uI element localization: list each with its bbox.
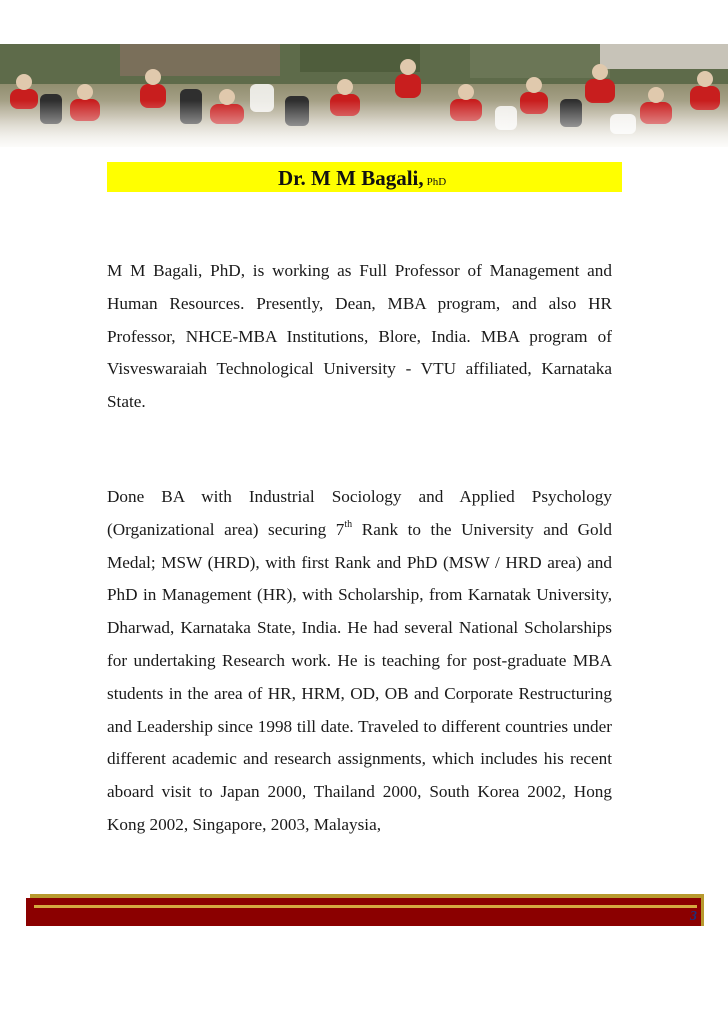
footer-accent-line	[34, 905, 697, 908]
header-photo-fade	[0, 44, 728, 147]
rank-superscript: th	[344, 518, 353, 530]
page-number: 3	[690, 909, 697, 924]
bio-paragraph-2-start: Done BA with Industrial Sociology and Applied Psychology (Organizational area) securing 7	[107, 487, 612, 539]
author-degree: PhD	[426, 176, 447, 188]
footer-band	[26, 898, 701, 926]
header-photo	[0, 44, 728, 147]
author-name: Dr. M M Bagali,	[278, 166, 424, 190]
bio-paragraph-2-rest: Rank to the University and Gold Medal; MSW (HRD), with first Rank and PhD (MSW / HRD area) and PhD in Management (HR), with Scholarship, from Karnatak University, Dharwad, Karnataka State, India. He had several National Scholarships for undertaking Research work. He is teaching for post-graduate MBA students in the area of HR, HRM, OD, OB and Corporate Restructuring and Leadership since 1998 till date. Traveled to different countries under different academic and research assignments, which includes his recent aboard visit to Japan 2000, Thailand 2000, South Korea 2002, Hong Kong 2002, Singapore, 2003, Malaysia,	[107, 519, 612, 834]
bio-paragraph-2	[107, 481, 612, 842]
bio-paragraph-1: M M Bagali, PhD, is working as Full Professor of Management and Human Resources. Presently, Dean, MBA program, and also HR Professor, NHCE-MBA Institutions, Blore, India. MBA program of Visveswaraiah Technological University - VTU affiliated, Karnataka State.	[107, 261, 612, 412]
page-title	[278, 166, 446, 191]
